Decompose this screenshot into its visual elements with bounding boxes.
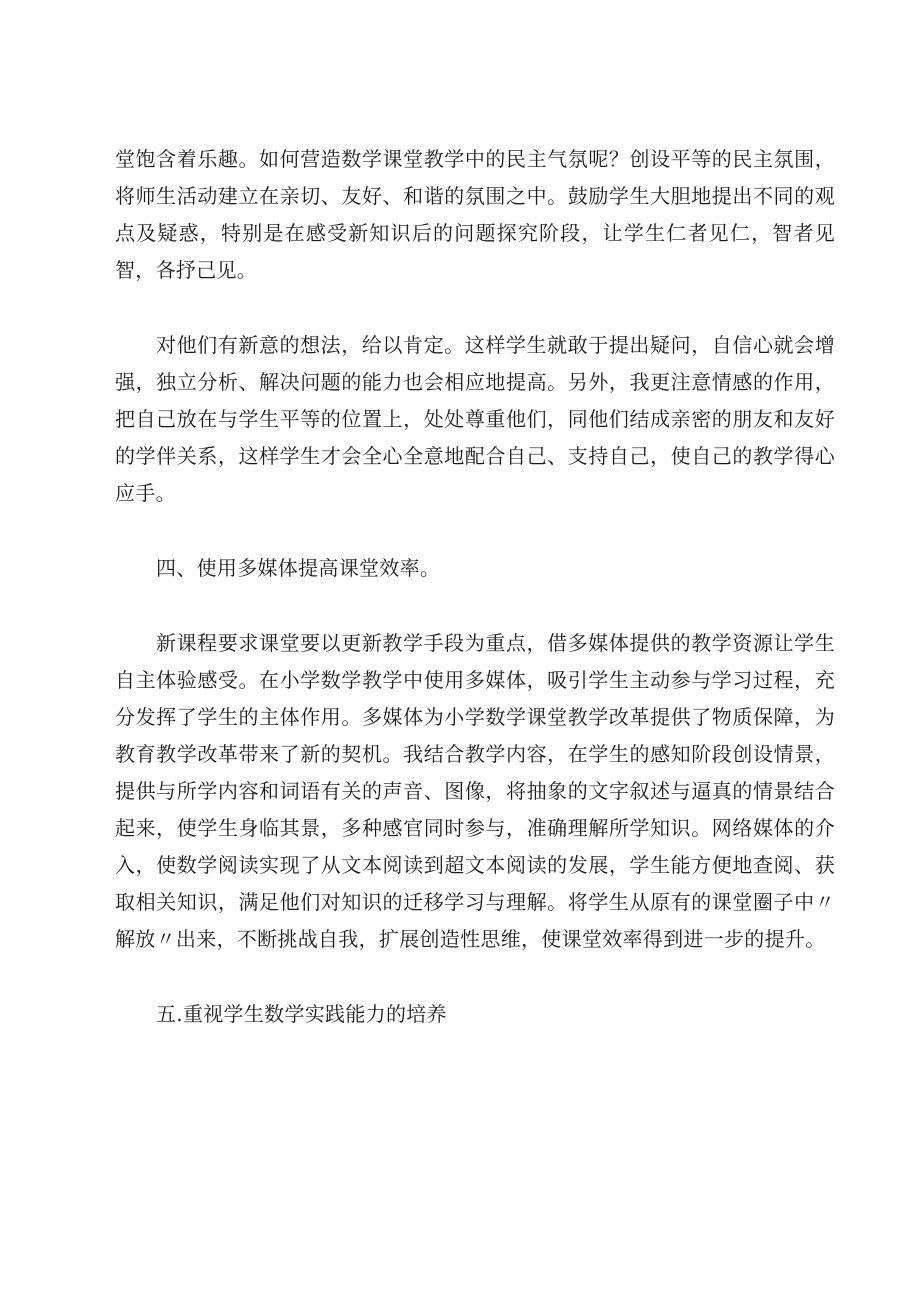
paragraph-multimedia: 新课程要求课堂要以更新教学手段为重点，借多媒体提供的教学资源让学生自主体验感受。在小学数学教学中使用多媒体，吸引学生主动参与学习过程，充分发挥了学生的主体作用。多媒体为小学数学课堂教学改革提供了物质保障，为教育教学改革带来了新的契机。我结合教学内容，在学生的感知阶段创设情景，提供与所学内容和词语有关的声音、图像，将抽象的文字叙述与逼真的情景结合起来，使学生身临其景，多种感官同时参与，准确理解所学知识。网络媒体的介入，使数学阅读实现了从文本阅读到超文本阅读的发展，学生能方便地查阅、获取相关知识，满足他们对知识的迁移学习与理解。将学生从原有的课堂圈子中〃解放〃出来，不断挑战自我，扩展创造性思维，使课堂效率得到进一步的提升。 <box>115 631 835 951</box>
paragraph-gap <box>115 289 835 327</box>
document-page <box>115 141 835 1033</box>
paragraph-gap <box>115 512 835 550</box>
section-heading-four: 四、使用多媒体提高课堂效率。 <box>156 556 441 580</box>
paragraph-gap <box>115 958 835 996</box>
paragraph-affirmation: 对他们有新意的想法，给以肯定。这样学生就敢于提出疑问，自信心就会增强，独立分析、解决问题的能力也会相应地提高。另外，我更注意情感的作用，把自己放在与学生平等的位置上，处处尊重他们，同他们结成亲密的朋友和友好的学伴关系，这样学生才会全心全意地配合自己、支持自己，使自己的教学得心应手。 <box>115 333 835 505</box>
section-heading-five: 五.重视学生数学实践能力的培养 <box>156 1002 447 1026</box>
paragraph-continuation: 堂饱含着乐趣。如何营造数学课堂教学中的民主气氛呢？创设平等的民主氛围，将师生活动建立在亲切、友好、和谐的氛围之中。鼓励学生大胆地提出不同的观点及疑惑，特别是在感受新知识后的问题探究阶段，让学生仁者见仁，智者见智，各抒己见。 <box>115 147 835 282</box>
paragraph-gap <box>115 587 835 625</box>
